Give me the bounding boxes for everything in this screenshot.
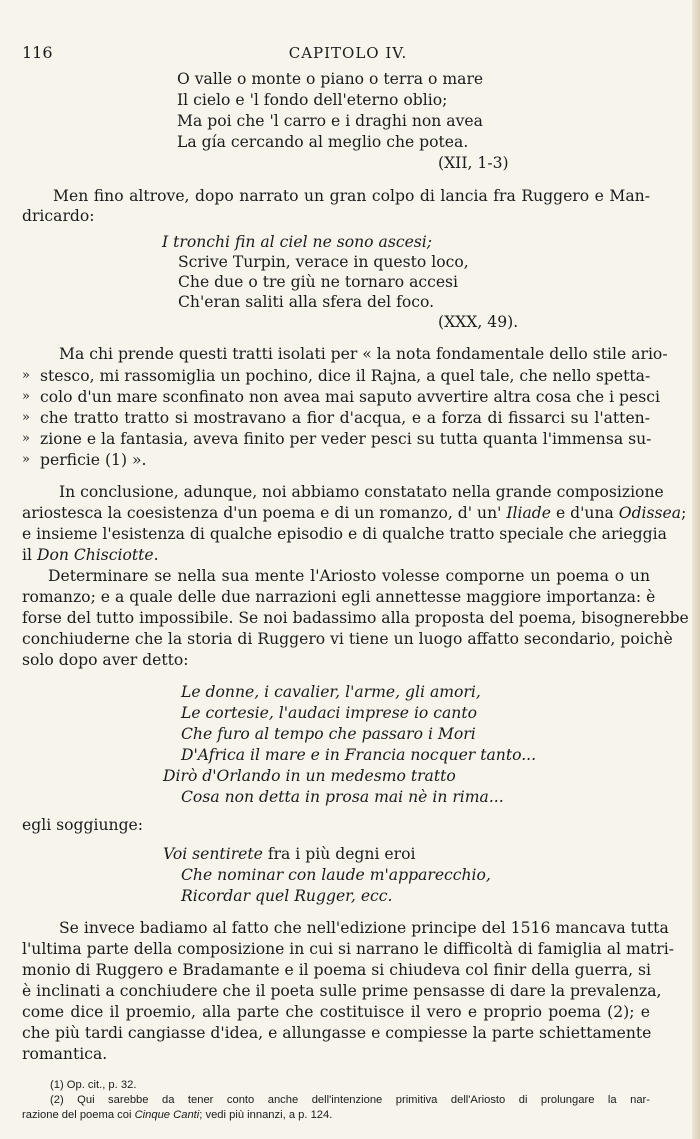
verse-line: D'Africa il mare e in Francia nocquer tanto...: [181, 746, 537, 764]
text: ;: [681, 504, 687, 522]
paragraph-line: e insieme l'esistenza di qualche episodio e di qualche tratto speciale che arieggia: [22, 525, 667, 543]
verse-line: [163, 844, 415, 864]
verse-line: Che due o tre giù ne tornaro accesi: [178, 273, 459, 291]
verse-line: Ma poi che 'l carro e i draghi non avea: [177, 112, 483, 130]
verse-line: Che furo al tempo che passaro i Mori: [181, 725, 476, 743]
chapter-title: CAPITOLO IV.: [288, 44, 408, 62]
footnote: [22, 1108, 332, 1122]
paragraph-line: egli soggiunge:: [22, 816, 144, 834]
emphasis: Don Chisciotte: [36, 546, 154, 564]
verse-citation: (XII, 1-3): [438, 154, 509, 172]
text: razione del poema coi: [22, 1109, 135, 1121]
paragraph-line: conchiuderne che la storia di Ruggero vi tiene un luogo affatto secondario, poichè: [22, 630, 673, 648]
text: ; vedi più innanzi, a p. 124.: [199, 1109, 333, 1121]
paragraph-line: è inclinati a conchiudere che il poeta sulle prime pensasse di dare la prevalenza,: [22, 982, 662, 1000]
paragraph-line: Men fino altrove, dopo narrato un gran colpo di lancia fra Ruggero e Man-: [53, 187, 650, 205]
verse-line: Ricordar quel Rugger, ecc.: [181, 887, 393, 905]
paragraph-line: romantica.: [22, 1045, 108, 1063]
paragraph-line: [22, 545, 159, 565]
paragraph-line: romanzo; e a quale delle due narrazioni egli annettesse maggiore importanza: è: [22, 588, 656, 606]
quote-mark: »: [22, 431, 30, 446]
paragraph-line: monio di Ruggero e Bradamante e il poema si chiudeva col finir della guerra, si: [22, 961, 651, 979]
page-number: 116: [22, 43, 53, 62]
paragraph-line: In conclusione, adunque, noi abbiamo constatato nella grande composizione: [59, 483, 664, 501]
verse-line: Ch'eran saliti alla sfera del foco.: [178, 293, 435, 311]
page-edge: [692, 0, 700, 1139]
verse-line: Il cielo e 'l fondo dell'eterno oblio;: [177, 91, 448, 109]
paragraph-line: che tratto tratto si mostravano a fior d'acqua, e a forza di fissarci su l'atten-: [40, 409, 650, 427]
paragraph-line: forse del tutto impossibile. Se noi badassimo alla proposta del poema, bisognerebbe: [22, 609, 689, 627]
paragraph-line: l'ultima parte della composizione in cui si narrano le difficoltà di famiglia al matri-: [22, 940, 675, 958]
verse-line: Cosa non detta in prosa mai nè in rima...: [181, 788, 504, 806]
paragraph-line: Ma chi prende questi tratti isolati per « la nota fondamentale dello stile ario-: [59, 345, 668, 363]
paragraph-line: zione e la fantasia, aveva finito per veder pesci su tutta quanta l'immensa su-: [40, 430, 652, 448]
verse-line: Dirò d'Orlando in un medesmo tratto: [163, 767, 456, 785]
paragraph-line: colo d'un mare sconfinato non avea mai saputo avvertire altra cosa che i pesci: [40, 388, 660, 406]
text: .: [153, 546, 159, 564]
emphasis: Voi sentirete: [163, 845, 263, 863]
paragraph-line: solo dopo aver detto:: [22, 651, 189, 669]
footnote: (1) Op. cit., p. 32.: [50, 1079, 137, 1091]
paragraph-line: dricardo:: [22, 207, 95, 225]
text: fra i più degni eroi: [262, 845, 416, 863]
verse-line: Le donne, i cavalier, l'arme, gli amori,: [181, 683, 481, 701]
quote-mark: »: [22, 389, 30, 404]
paragraph-line: perficie (1) ».: [40, 451, 147, 469]
paragraph-line: Se invece badiamo al fatto che nell'edizione principe del 1516 mancava tutta: [59, 919, 669, 937]
paragraph-line: come dice il proemio, alla parte che costituisce il vero e proprio poema (2); e: [22, 1003, 650, 1021]
quote-mark: »: [22, 410, 30, 425]
text: il: [22, 546, 37, 564]
verse-line: O valle o monte o piano o terra o mare: [177, 70, 484, 88]
emphasis: Cinque Canti: [134, 1109, 200, 1121]
emphasis: Iliade: [506, 504, 552, 522]
verse-line: Le cortesie, l'audaci imprese io canto: [181, 704, 477, 722]
paragraph-line: che più tardi cangiasse d'idea, e allungasse e compiesse la parte schiettamente: [22, 1024, 652, 1042]
quote-mark: »: [22, 368, 30, 383]
emphasis: Odissea: [618, 504, 682, 522]
verse-line: I tronchi fin al ciel ne sono ascesi;: [162, 233, 433, 251]
quote-mark: »: [22, 452, 30, 467]
paragraph-line: [22, 503, 686, 523]
verse-line: Scrive Turpin, verace in questo loco,: [178, 253, 469, 271]
footnote: (2) Qui sarebbe da tener conto anche dell'intenzione primitiva dell'Ariosto di prolungare la nar-: [50, 1094, 650, 1106]
text: e d'una: [551, 504, 619, 522]
verse-line: Che nominar con laude m'apparecchio,: [181, 866, 491, 884]
verse-citation: (XXX, 49).: [438, 313, 519, 331]
paragraph-line: Determinare se nella sua mente l'Ariosto volesse comporne un poema o un: [48, 567, 650, 585]
page-header: [22, 42, 674, 64]
text: ariostesca la coesistenza d'un poema e di un romanzo, d' un': [22, 504, 507, 522]
verse-line: La gía cercando al meglio che potea.: [177, 133, 469, 151]
paragraph-line: stesco, mi rassomiglia un pochino, dice il Rajna, a quel tale, che nello spetta-: [40, 367, 651, 385]
